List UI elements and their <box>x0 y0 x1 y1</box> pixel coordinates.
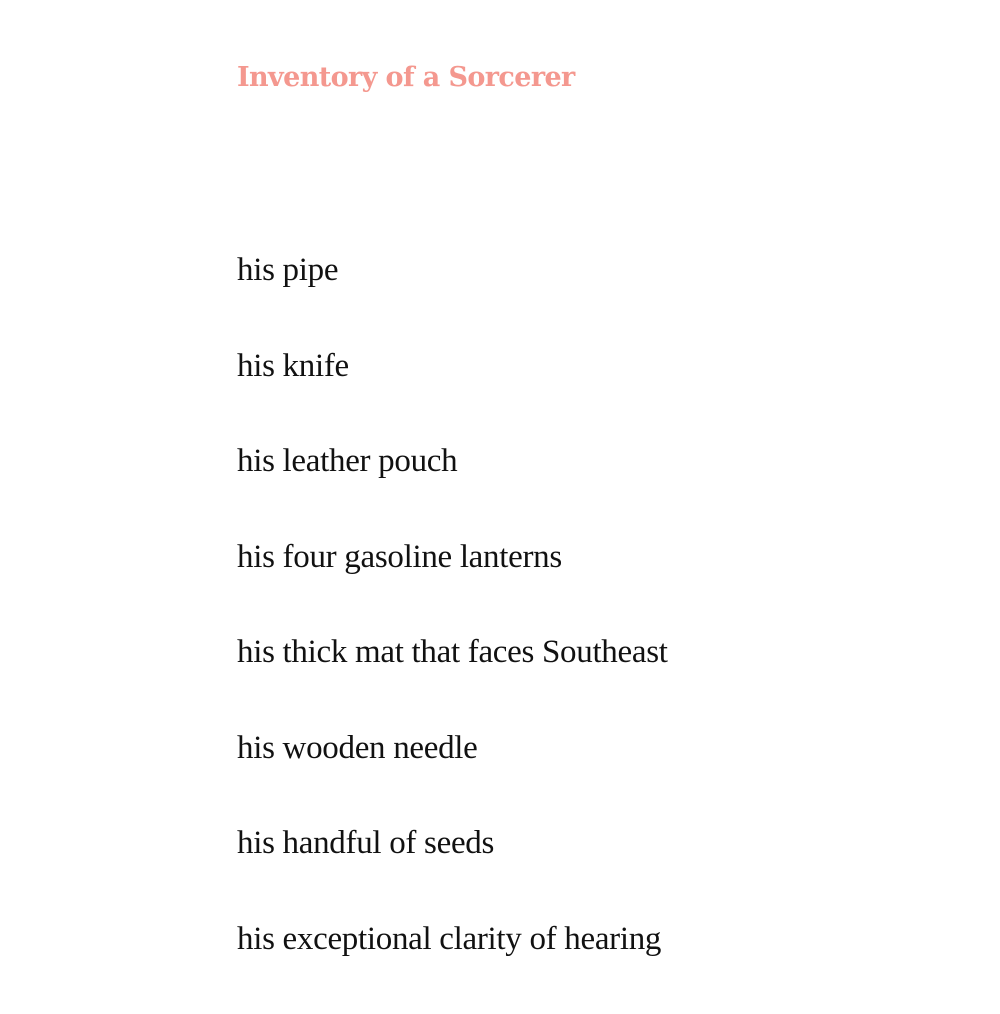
poem-line: his handful of seeds <box>237 823 668 919</box>
poem-title: Inventory of a Sorcerer <box>237 62 575 93</box>
poem-line: his pipe <box>237 250 668 346</box>
poem-line: his wooden needle <box>237 728 668 824</box>
poem-line: his leather pouch <box>237 441 668 537</box>
poem-line: his knife <box>237 346 668 442</box>
poem-line: his exceptional clarity of hearing <box>237 919 668 1014</box>
poem-lines <box>237 250 668 1014</box>
poem-line: his thick mat that faces Southeast <box>237 632 668 728</box>
poem-line: his four gasoline lanterns <box>237 537 668 633</box>
